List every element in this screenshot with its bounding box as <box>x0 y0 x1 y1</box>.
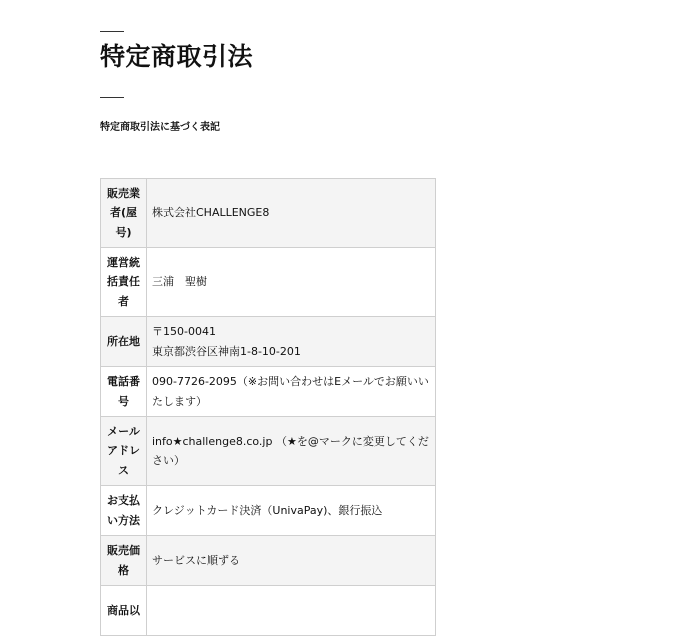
row-label-other-fees: 商品以 <box>101 586 147 636</box>
row-label-email: メールアドレス <box>101 417 147 486</box>
row-label-phone: 電話番号 <box>101 367 147 417</box>
row-label-price: 販売価格 <box>101 536 147 586</box>
row-label-payment: お支払い方法 <box>101 486 147 536</box>
row-value-seller: 株式会社CHALLENGE8 <box>147 179 436 248</box>
table-row-other-fees <box>101 586 436 636</box>
row-value-other-fees <box>147 586 436 636</box>
row-value-address: 〒150-0041 東京都渋谷区神南1-8-10-201 <box>152 325 301 358</box>
row-label-address: 所在地 <box>101 317 147 367</box>
table-row-address <box>101 317 436 367</box>
row-value-email: info★challenge8.co.jp （★を@マークに変更してください） <box>147 417 436 486</box>
legal-info-table <box>100 178 436 636</box>
table-row-email <box>101 417 436 486</box>
page-title: 特定商取引法 <box>100 42 254 71</box>
title-bottom-rule <box>100 97 124 98</box>
table-row-seller <box>101 179 436 248</box>
row-label-manager: 運営統括責任者 <box>101 248 147 317</box>
row-value-payment: クレジットカード決済（UnivaPay)、銀行振込 <box>147 486 436 536</box>
row-value-price: サービスに順ずる <box>147 536 436 586</box>
row-value-manager: 三浦 聖樹 <box>147 248 436 317</box>
row-value-phone: 090-7726-2095（※お問い合わせはEメールでお願いいたします） <box>147 367 436 417</box>
table-row-manager <box>101 248 436 317</box>
title-top-rule <box>100 31 124 32</box>
table-row-price <box>101 536 436 586</box>
row-label-seller: 販売業者(屋号) <box>101 179 147 248</box>
table-row-payment <box>101 486 436 536</box>
table-row-phone <box>101 367 436 417</box>
page-subtitle: 特定商取引法に基づく表記 <box>100 122 220 133</box>
